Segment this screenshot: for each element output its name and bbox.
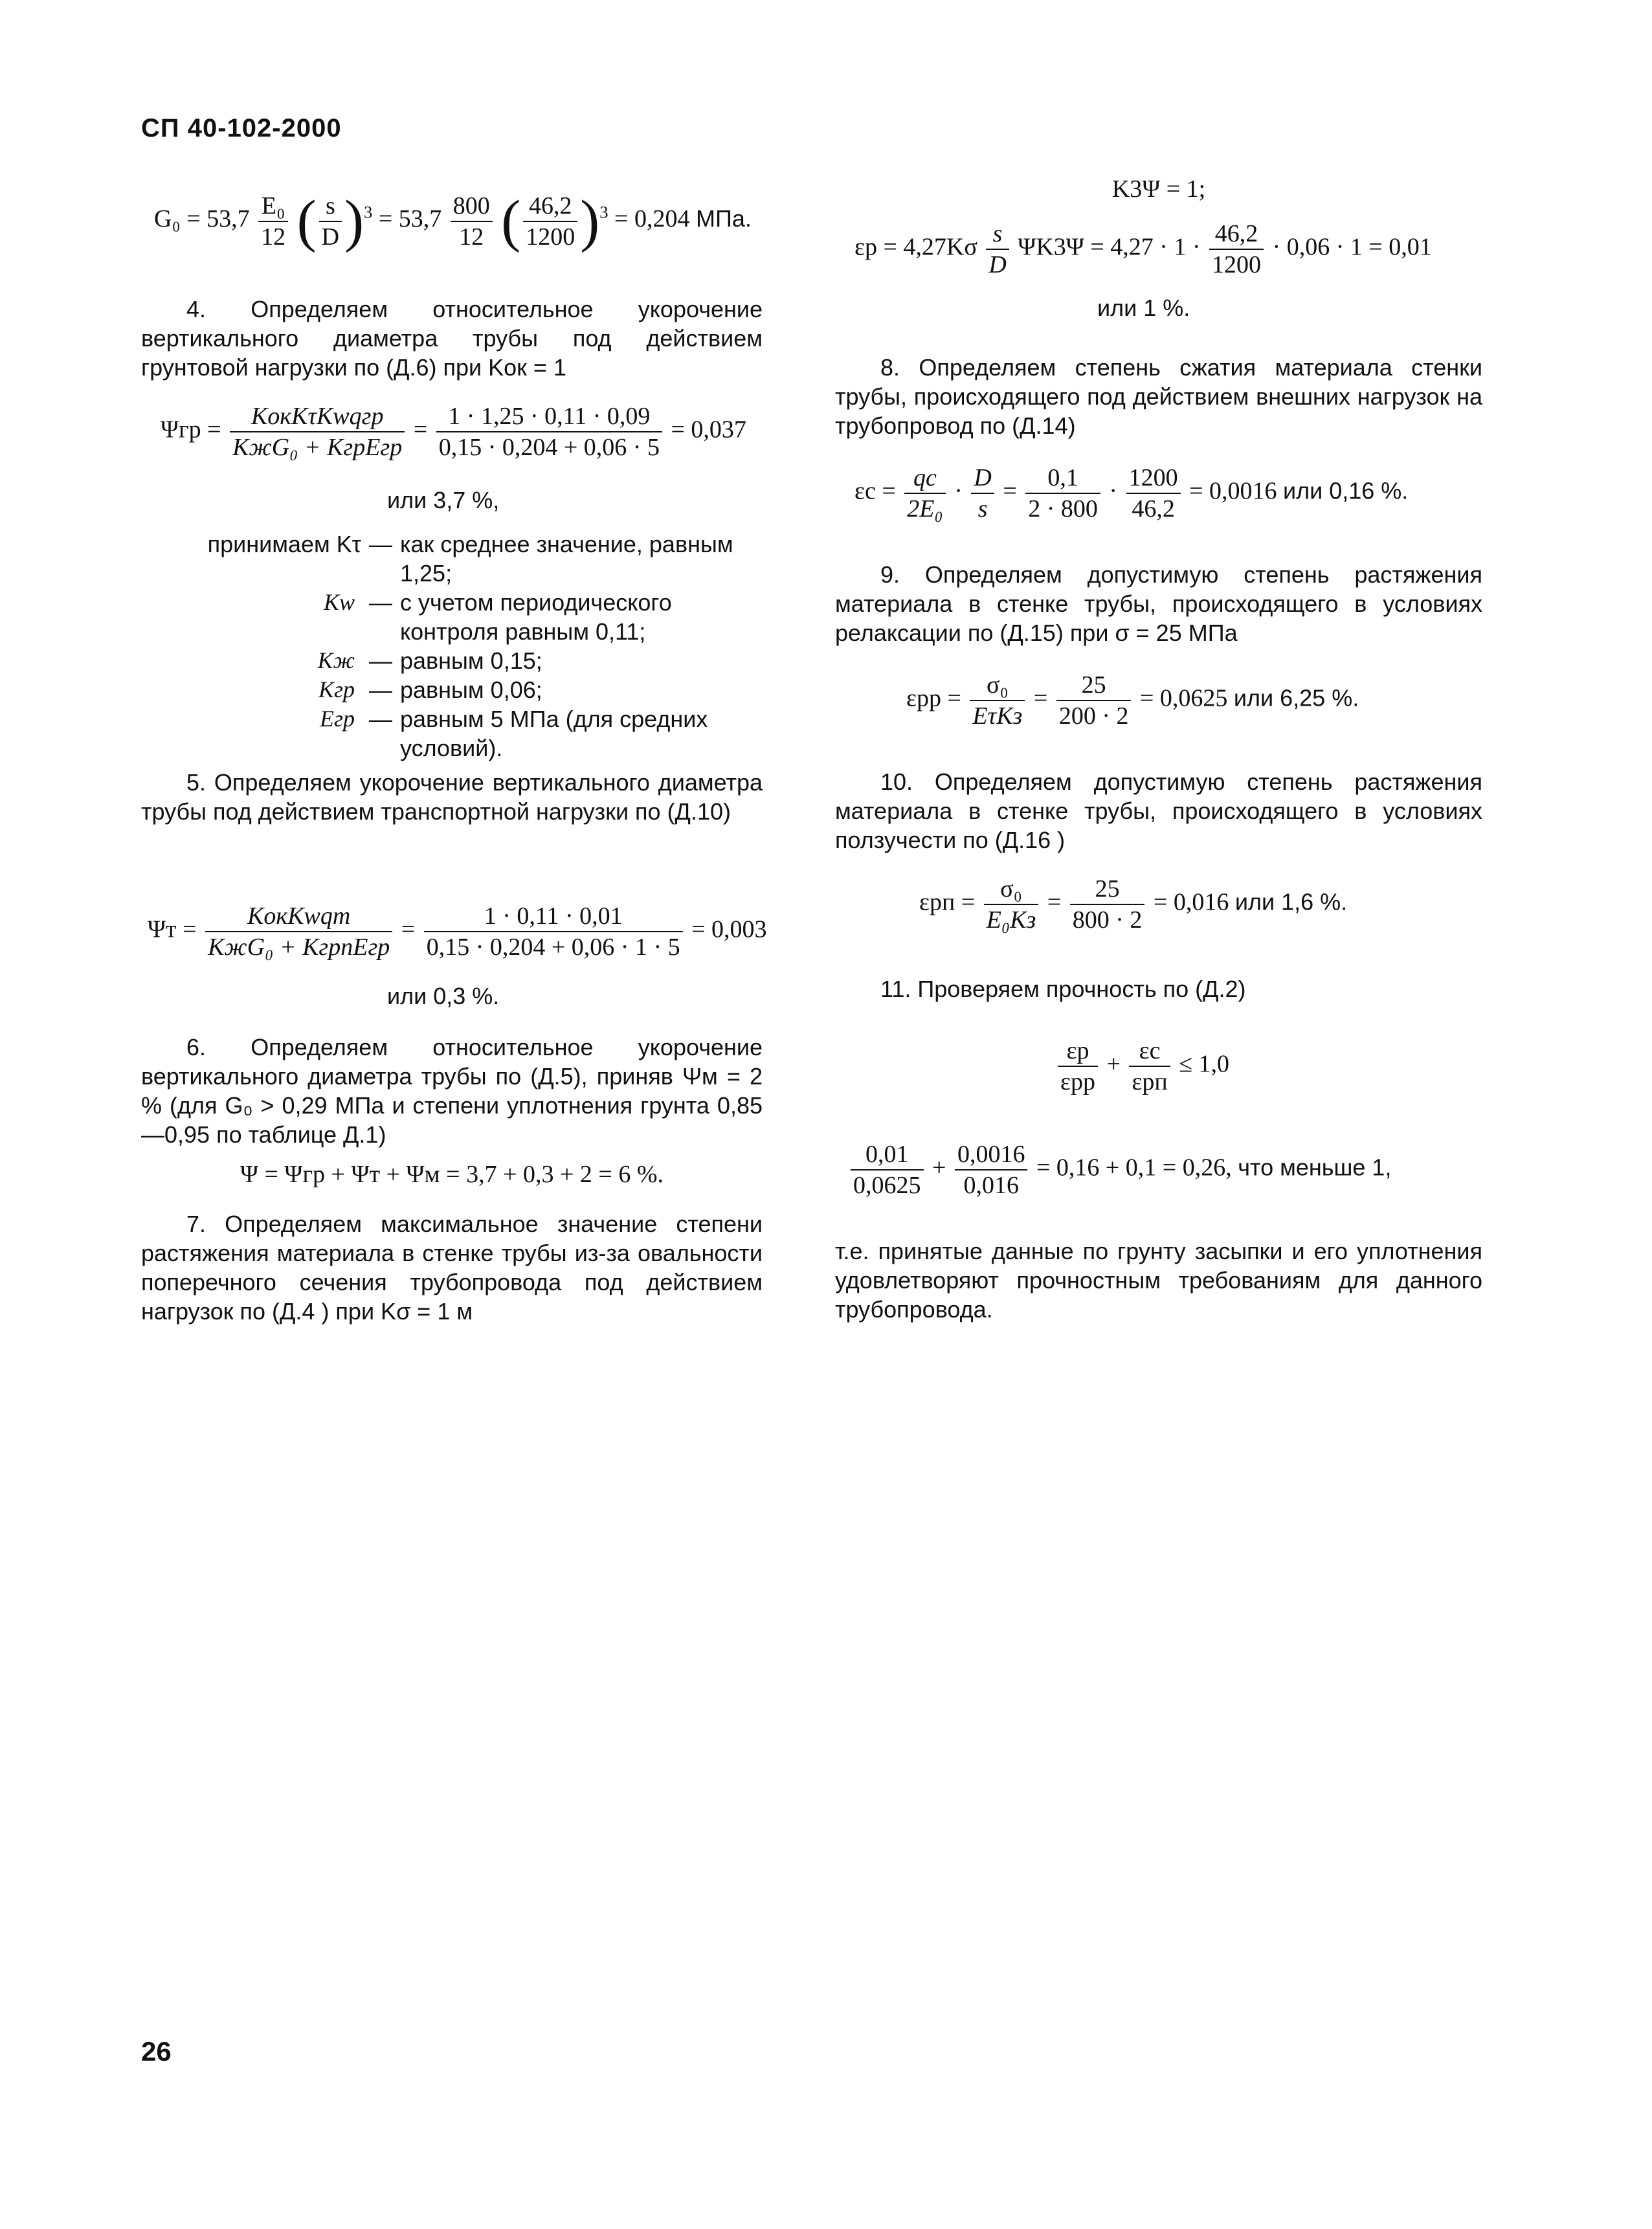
- page-number: 26: [141, 2036, 172, 2067]
- definition-k-tau: принимаем Kτ — как среднее значение, равным 1,25;: [207, 531, 733, 587]
- equation-psi-total: Ψ = Ψгр + Ψт + Ψм = 3,7 + 0,3 + 2 = 6 %.: [240, 1161, 664, 1188]
- definition-k-zh: Kж — равным 0,15;: [317, 647, 542, 674]
- result-0-3-percent: или 0,3 %.: [387, 983, 500, 1009]
- definition-e-gr: Eгр — равным 5 МПа (для средних условий).: [319, 706, 708, 761]
- equation-epsilon-pp: εрр = $\frac{\text{σ₀}}{\text{EτKз}}$ = $\frac{25}{200 \cdot 2}$ = 0,0625 или 6,25 %.: [906, 671, 1359, 730]
- paragraph-6: 6. Определяем относительное укорочение вертикального диаметра трубы по (Д.5), приняв Ψм = 2 % (для G₀ > 0,29 МПа и степени уплотнения грунта 0,85—0,95 по таблице Д.1): [141, 1034, 763, 1148]
- coefficient-definitions: [141, 530, 763, 763]
- equation-psi-t: Ψт = $\frac{\text{KокKwqт}}{\text{KжG₀ + KгрnEгр}}$ = $\frac{1 \cdot 0,11 \cdot 0,01}{0,15 \cdot 0,204 + 0,06 \cdot 1 \cdot 5}$ = 0,003: [148, 902, 767, 961]
- definition-k-gr: Kгр — равным 0,06;: [318, 677, 542, 703]
- equation-g0: G₀ = 53,7 $\frac{\text{E₀}}{12}$ ( $\frac{s}{D}$ )$^3$ = 53,7 $\frac{800}{12}$ ( $\frac{46,2}{1200}$ )$^3$ = 0,204 МПа.: [154, 189, 752, 253]
- equation-epsilon-pn: εрп = $\frac{\text{σ₀}}{\text{E₀Kз}}$ = $\frac{25}{800 \cdot 2}$ = 0,016 или 1,6 %.: [919, 875, 1348, 934]
- paragraph-9: 9. Определяем допустимую степень растяжения материала в стенке трубы, происходящего в условиях релаксации по (Д.15) при σ = 25 МПа: [835, 561, 1482, 646]
- equation-k3psi: K3Ψ = 1;: [1111, 175, 1206, 203]
- paragraph-7: 7. Определяем максимальное значение степени растяжения материала в стенке трубы из-за овальности поперечного сечения трубопровода под действием нагрузок по (Д.4 ) при Kσ = 1 м: [141, 1211, 763, 1325]
- document-code-header: СП 40-102-2000: [141, 114, 342, 142]
- paragraph-8: 8. Определяем степень сжатия материала стенки трубы, происходящего под действием внешних нагрузок на трубопровод по (Д.14): [835, 354, 1482, 439]
- equation-strength-check: $\frac{\varepsilon р}{\text{εрр}}$ + $\frac{\varepsilon с}{\text{εрп}}$ ≤ 1,0: [1055, 1036, 1229, 1097]
- definition-k-w: Kw — с учетом периодического контроля равным 0,11;: [323, 589, 672, 645]
- equation-epsilon-p: εр = 4,27Kσ $\frac{s}{D}$ ΨK3Ψ = 4,27 · 1 · $\frac{46,2}{1200}$ · 0,06 · 1 = 0,01: [854, 220, 1432, 278]
- paragraph-10: 10. Определяем допустимую степень растяжения материала в стенке трубы, происходящего в условиях ползучести по (Д.16 ): [835, 768, 1482, 853]
- paragraph-11: 11. Проверяем прочность по (Д.2): [880, 976, 1246, 1002]
- equation-psi-gr: Ψгр = $\frac{\text{KокKτKwqгр}}{\text{KжG₀ + KгрEгр}}$ = $\frac{1 \cdot 1,25 \cdot 0,11 \cdot 0,09}{0,15 \cdot 0,204 + 0,06 \cdot 5}$ = 0,037: [161, 403, 746, 461]
- paragraph-4: 4. Определяем относительное укорочение вертикального диаметра трубы под действием грунтовой нагрузки по (Д.6) при Kок = 1: [141, 296, 763, 381]
- paragraph-5: 5. Определяем укорочение вертикального диаметра трубы под действием транспортной нагрузки по (Д.10): [141, 769, 763, 825]
- conclusion-paragraph: т.е. принятые данные по грунту засыпки и его уплотнения удовлетворяют прочностным требованиям для данного трубопровода.: [835, 1238, 1482, 1323]
- equation-strength-result: $\frac{0,01}{0,0625}$ + $\frac{0,0016}{0,016}$ = 0,16 + 0,1 = 0,26, что меньше 1,: [848, 1139, 1391, 1200]
- result-3-7-percent: или 3,7 %,: [387, 487, 500, 513]
- result-1-percent: или 1 %.: [1097, 295, 1190, 321]
- equation-epsilon-c: εс = $\frac{qс}{\text{2E₀}}$ · $\frac{D}{s}$ = $\frac{0,1}{2 \cdot 800}$ · $\frac{1200}{46,2}$ = 0,0016 или 0,16 %.: [854, 464, 1409, 522]
